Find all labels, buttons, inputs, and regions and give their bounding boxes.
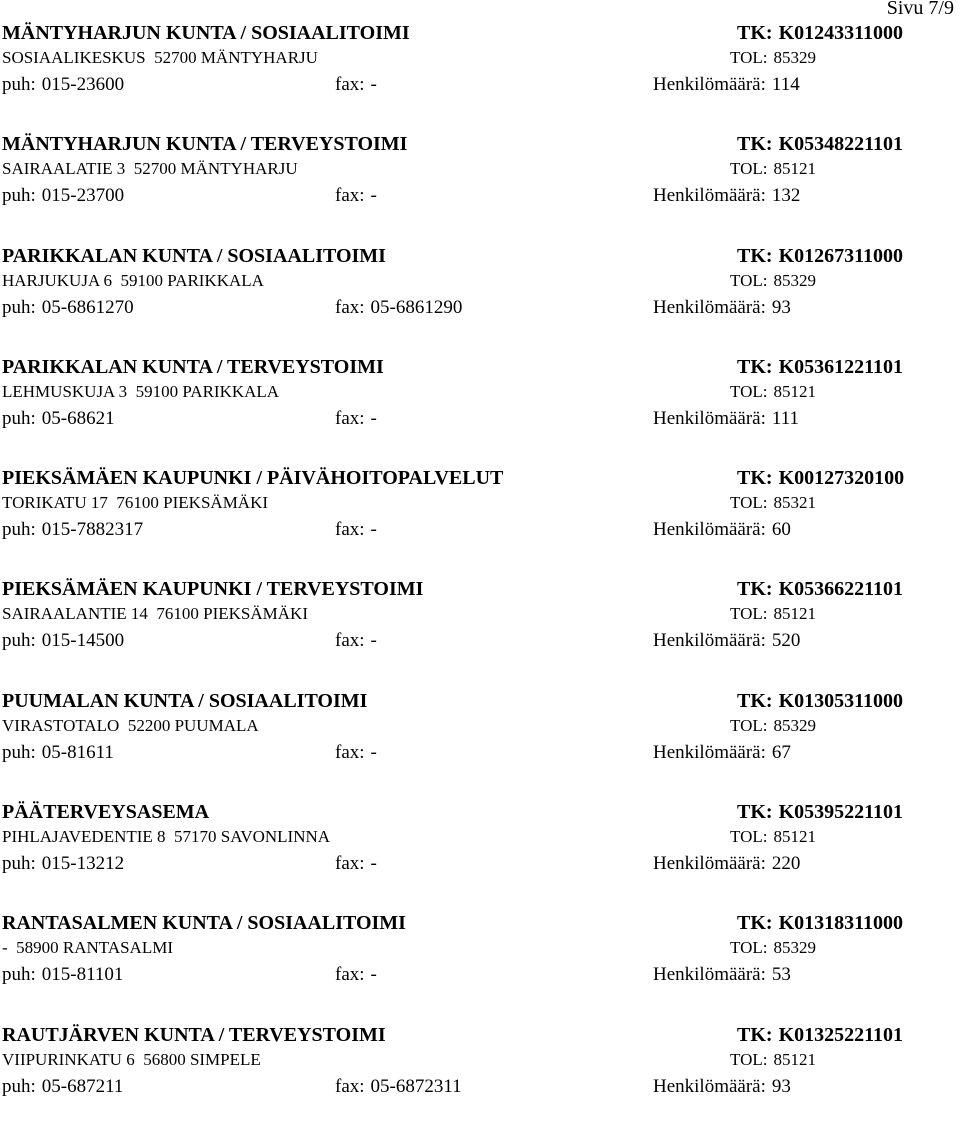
phone-field — [2, 407, 115, 431]
organization-entry — [0, 800, 960, 911]
staff-count-value: 53 — [771, 964, 791, 986]
phone-label: puh: — [2, 185, 36, 207]
tol-value: 85329 — [773, 270, 816, 290]
phone-value: 015-23600 — [41, 74, 125, 95]
staff-count-value: 132 — [771, 185, 801, 207]
staff-count-value: 93 — [771, 296, 791, 318]
address: SOSIAALIKESKUS 52700 MÄNTYHARJU — [2, 48, 318, 67]
tk-value: K01267311000 — [778, 244, 904, 267]
staff-count-label: Henkilömäärä: — [653, 853, 766, 875]
staff-count-field — [653, 296, 791, 320]
tol-field — [730, 604, 816, 624]
tk-label: TK: — [737, 133, 773, 156]
phone-value: 015-23700 — [41, 185, 125, 207]
tol-label: TOL: — [730, 604, 768, 624]
organization-name: PIEKSÄMÄEN KAUPUNKI / TERVEYSTOIMI — [2, 578, 424, 601]
address: SAIRAALANTIE 14 76100 PIEKSÄMÄKI — [2, 604, 308, 624]
tk-field — [737, 244, 903, 268]
tk-field — [737, 800, 903, 824]
tk-label: TK: — [737, 355, 773, 378]
tk-label: TK: — [737, 1023, 773, 1046]
fax-field — [335, 407, 377, 431]
address: VIRASTOTALO 52200 PUUMALA — [2, 715, 259, 735]
tol-field — [730, 827, 816, 847]
phone-value: 015-81101 — [41, 964, 124, 986]
staff-count-label: Henkilömäärä: — [653, 964, 766, 986]
fax-value: - — [370, 185, 377, 207]
phone-label: puh: — [2, 519, 36, 541]
tol-field — [730, 716, 816, 736]
address: VIIPURINKATU 6 56800 SIMPELE — [2, 1049, 261, 1069]
address: HARJUKUJA 6 59100 PARIKKALA — [2, 270, 264, 290]
organization-entry — [0, 355, 960, 466]
staff-count-field — [653, 852, 800, 876]
staff-count-label: Henkilömäärä: — [653, 74, 766, 95]
fax-value: - — [370, 853, 377, 875]
staff-count-field — [653, 741, 791, 765]
staff-count-label: Henkilömäärä: — [653, 185, 766, 207]
phone-field — [2, 741, 114, 765]
staff-count-label: Henkilömäärä: — [653, 519, 766, 541]
tol-label: TOL: — [730, 159, 768, 179]
staff-count-value: 111 — [771, 407, 799, 429]
tk-label: TK: — [737, 912, 773, 935]
tol-label: TOL: — [730, 938, 768, 958]
fax-field — [335, 184, 377, 208]
organization-entry — [0, 911, 960, 1022]
tk-label: TK: — [737, 578, 773, 601]
fax-field — [335, 741, 377, 765]
organization-entry — [0, 244, 960, 355]
tk-value: K05366221101 — [778, 578, 904, 601]
tk-field — [737, 577, 903, 601]
tk-value: K01243311000 — [778, 22, 904, 44]
organization-name: PÄÄTERVEYSASEMA — [2, 801, 210, 824]
organization-entry — [0, 21, 960, 132]
organization-entry — [0, 1023, 960, 1134]
tk-field — [737, 21, 903, 45]
staff-count-field — [653, 407, 799, 431]
phone-field — [2, 1075, 123, 1099]
tol-value: 85121 — [773, 381, 816, 401]
fax-field — [335, 1075, 462, 1099]
fax-label: fax: — [335, 74, 365, 95]
tk-label: TK: — [737, 22, 773, 44]
staff-count-label: Henkilömäärä: — [653, 741, 766, 763]
tk-value: K05395221101 — [778, 801, 904, 824]
tol-field — [730, 271, 816, 291]
organization-name: MÄNTYHARJUN KUNTA / SOSIAALITOIMI — [2, 22, 410, 44]
organization-name: PARIKKALAN KUNTA / SOSIAALITOIMI — [2, 244, 386, 267]
phone-field — [2, 73, 124, 97]
fax-label: fax: — [335, 185, 365, 207]
tk-value: K01325221101 — [778, 1023, 904, 1046]
fax-label: fax: — [335, 296, 365, 318]
phone-value: 05-6861270 — [41, 296, 134, 318]
staff-count-value: 520 — [771, 630, 801, 652]
staff-count-value: 220 — [771, 853, 801, 875]
tk-field — [737, 1023, 903, 1047]
staff-count-value: 93 — [771, 1075, 791, 1097]
tol-label: TOL: — [730, 270, 768, 290]
tk-value: K01318311000 — [778, 912, 904, 935]
phone-field — [2, 518, 143, 542]
tol-value: 85329 — [773, 48, 816, 67]
tol-value: 85121 — [773, 159, 816, 179]
fax-field — [335, 73, 377, 97]
fax-value: - — [370, 964, 377, 986]
organization-name: RAUTJÄRVEN KUNTA / TERVEYSTOIMI — [2, 1023, 386, 1046]
tol-label: TOL: — [730, 1049, 768, 1069]
fax-value: 05-6861290 — [370, 296, 463, 318]
staff-count-label: Henkilömäärä: — [653, 296, 766, 318]
fax-value: - — [370, 630, 377, 652]
fax-label: fax: — [335, 630, 365, 652]
organization-entry — [0, 689, 960, 800]
fax-field — [335, 963, 377, 987]
tol-field — [730, 493, 816, 513]
tol-value: 85321 — [773, 493, 816, 513]
phone-value: 05-687211 — [41, 1075, 124, 1097]
staff-count-field — [653, 73, 800, 97]
organization-name: PARIKKALAN KUNTA / TERVEYSTOIMI — [2, 355, 384, 378]
tol-label: TOL: — [730, 715, 768, 735]
tol-field — [730, 382, 816, 402]
phone-field — [2, 852, 124, 876]
fax-field — [335, 852, 377, 876]
fax-value: - — [370, 407, 377, 429]
phone-label: puh: — [2, 74, 36, 95]
fax-label: fax: — [335, 853, 365, 875]
fax-value: 05-6872311 — [370, 1075, 462, 1097]
tk-label: TK: — [737, 244, 773, 267]
organization-name: RANTASALMEN KUNTA / SOSIAALITOIMI — [2, 912, 406, 935]
fax-label: fax: — [335, 964, 365, 986]
phone-label: puh: — [2, 1075, 36, 1097]
phone-label: puh: — [2, 964, 36, 986]
phone-label: puh: — [2, 296, 36, 318]
phone-field — [2, 629, 124, 653]
fax-value: - — [370, 74, 377, 95]
fax-label: fax: — [335, 1075, 365, 1097]
staff-count-value: 60 — [771, 519, 791, 541]
fax-value: - — [370, 741, 377, 763]
tk-value: K01305311000 — [778, 689, 904, 712]
tol-label: TOL: — [730, 827, 768, 847]
fax-label: fax: — [335, 519, 365, 541]
organization-entry — [0, 466, 960, 577]
tol-value: 85329 — [773, 938, 816, 958]
staff-count-field — [653, 963, 791, 987]
staff-count-value: 67 — [771, 741, 791, 763]
organization-entry — [0, 132, 960, 243]
phone-value: 015-13212 — [41, 853, 125, 875]
tol-value: 85121 — [773, 827, 816, 847]
fax-field — [335, 629, 377, 653]
staff-count-field — [653, 184, 800, 208]
organization-name: PUUMALAN KUNTA / SOSIAALITOIMI — [2, 689, 368, 712]
address: - 58900 RANTASALMI — [2, 938, 173, 958]
organization-list — [0, 21, 960, 1134]
tk-field — [737, 355, 903, 379]
staff-count-value: 114 — [771, 74, 800, 95]
tk-value: K05361221101 — [778, 355, 904, 378]
tk-field — [737, 132, 903, 156]
staff-count-label: Henkilömäärä: — [653, 630, 766, 652]
phone-value: 05-81611 — [41, 741, 114, 763]
tk-value: K00127320100 — [778, 467, 905, 490]
address: LEHMUSKUJA 3 59100 PARIKKALA — [2, 381, 280, 401]
phone-value: 015-7882317 — [41, 519, 144, 541]
tol-field — [730, 1050, 816, 1070]
tol-label: TOL: — [730, 381, 768, 401]
tol-field — [730, 159, 816, 179]
phone-label: puh: — [2, 407, 36, 429]
tk-field — [737, 911, 903, 935]
tk-value: K05348221101 — [778, 133, 904, 156]
tk-field — [737, 466, 904, 490]
page-number: Sivu 7/9 — [886, 0, 954, 19]
tol-field — [730, 48, 816, 68]
tol-label: TOL: — [730, 493, 768, 513]
tol-field — [730, 938, 816, 958]
address: TORIKATU 17 76100 PIEKSÄMÄKI — [2, 493, 269, 513]
staff-count-label: Henkilömäärä: — [653, 1075, 766, 1097]
staff-count-field — [653, 518, 791, 542]
staff-count-field — [653, 1075, 791, 1099]
address: PIHLAJAVEDENTIE 8 57170 SAVONLINNA — [2, 827, 331, 847]
staff-count-label: Henkilömäärä: — [653, 407, 766, 429]
phone-field — [2, 963, 123, 987]
phone-value: 015-14500 — [41, 630, 125, 652]
organization-name: PIEKSÄMÄEN KAUPUNKI / PÄIVÄHOITOPALVELUT — [2, 467, 504, 490]
fax-label: fax: — [335, 407, 365, 429]
organization-name: MÄNTYHARJUN KUNTA / TERVEYSTOIMI — [2, 133, 408, 156]
organization-entry — [0, 577, 960, 688]
tk-label: TK: — [737, 689, 773, 712]
phone-label: puh: — [2, 630, 36, 652]
tk-label: TK: — [737, 467, 773, 490]
fax-label: fax: — [335, 741, 365, 763]
tol-value: 85121 — [773, 1049, 816, 1069]
tol-value: 85121 — [773, 604, 816, 624]
tk-field — [737, 689, 903, 713]
phone-field — [2, 296, 134, 320]
tk-label: TK: — [737, 801, 773, 824]
fax-field — [335, 296, 462, 320]
fax-field — [335, 518, 377, 542]
phone-label: puh: — [2, 853, 36, 875]
tol-label: TOL: — [730, 48, 768, 67]
fax-value: - — [370, 519, 377, 541]
staff-count-field — [653, 629, 800, 653]
address: SAIRAALATIE 3 52700 MÄNTYHARJU — [2, 159, 298, 179]
tol-value: 85329 — [773, 715, 816, 735]
phone-label: puh: — [2, 741, 36, 763]
phone-value: 05-68621 — [41, 407, 115, 429]
phone-field — [2, 184, 124, 208]
